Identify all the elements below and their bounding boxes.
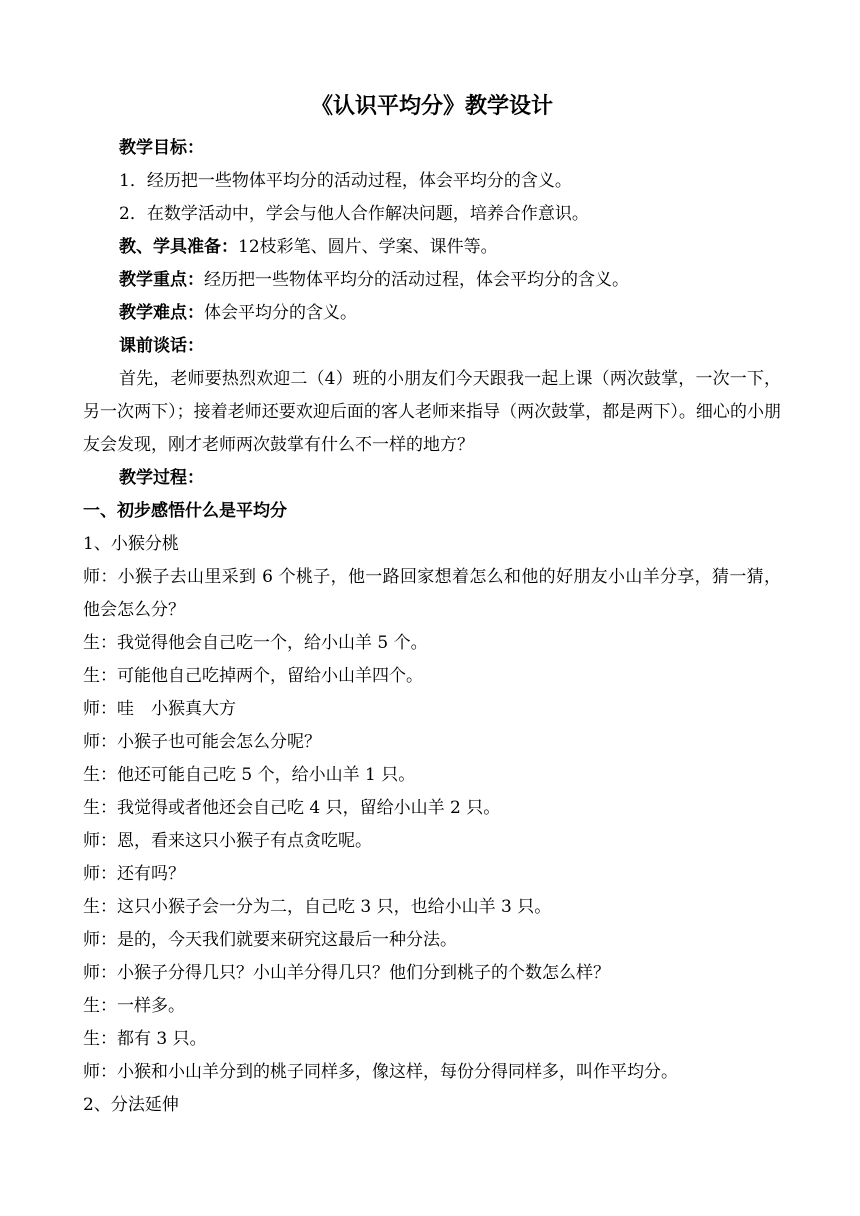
key-point-line — [83, 264, 781, 297]
materials-line — [83, 231, 781, 264]
key-point-label: 教学重点： — [119, 270, 204, 290]
dialogue-line: 生：一样多。 — [83, 996, 185, 1016]
difficulty-line — [83, 297, 781, 330]
subsection-2-heading: 2、分法延伸 — [83, 1095, 179, 1115]
pre-class-paragraph: 首先，老师要热烈欢迎二（4）班的小朋友们今天跟我一起上课（两次鼓掌，一次一下，另一次两下）；接着老师还要欢迎后面的客人老师来指导（两次鼓掌，都是两下）。细心的小朋友会发现，刚才老师两次鼓掌有什么不一样的地方？ — [83, 369, 781, 455]
subsection-1-heading: 1、小猴分桃 — [83, 534, 179, 554]
process-heading: 教学过程： — [119, 468, 204, 488]
difficulty-text: 体会平均分的含义。 — [204, 303, 357, 323]
dialogue-line: 生：我觉得或者他还会自己吃 4 只，留给小山羊 2 只。 — [83, 798, 501, 818]
dialogue-line: 师：小猴子去山里采到 6 个桃子，他一路回家想着怎么和他的好朋友小山羊分享，猜一猜，他会怎么分？ — [83, 567, 781, 620]
document-page — [83, 88, 781, 1122]
pre-class-heading: 课前谈话： — [119, 336, 204, 356]
dialogue-line: 师：哇 小猴真大方 — [83, 699, 236, 719]
dialogue-line: 师：还有吗？ — [83, 864, 185, 884]
dialogue-line: 生：我觉得他会自己吃一个，给小山羊 5 个。 — [83, 633, 428, 653]
dialogue-line: 师：恩，看来这只小猴子有点贪吃呢。 — [83, 831, 372, 851]
dialogue-line: 生：可能他自己吃掉两个，留给小山羊四个。 — [83, 666, 423, 686]
materials-label: 教、学具准备： — [119, 237, 238, 257]
dialogue-line: 师：小猴子分得几只？小山羊分得几只？他们分到桃子的个数怎么样？ — [83, 963, 610, 983]
section-1-heading: 一、初步感悟什么是平均分 — [83, 501, 287, 521]
document-title: 《认识平均分》教学设计 — [310, 93, 553, 119]
materials-text: 12枝彩笔、圆片、学案、课件等。 — [238, 237, 498, 257]
dialogue-line: 师：小猴和小山羊分到的桃子同样多，像这样，每份分得同样多，叫作平均分。 — [83, 1062, 678, 1082]
dialogue-line: 生：这只小猴子会一分为二，自己吃 3 只，也给小山羊 3 只。 — [83, 897, 552, 917]
dialogue-line: 师：是的，今天我们就要来研究这最后一种分法。 — [83, 930, 457, 950]
dialogue-line: 生：他还可能自己吃 5 个，给小山羊 1 只。 — [83, 765, 416, 785]
dialogue-line: 师：小猴子也可能会怎么分呢？ — [83, 732, 321, 752]
objective-2: 2．在数学活动中，学会与他人合作解决问题，培养合作意识。 — [119, 204, 589, 224]
key-point-text: 经历把一些物体平均分的活动过程，体会平均分的含义。 — [204, 270, 629, 290]
dialogue-line: 生：都有 3 只。 — [83, 1029, 207, 1049]
objectives-heading: 教学目标： — [119, 138, 204, 158]
difficulty-label: 教学难点： — [119, 303, 204, 323]
objective-1: 1．经历把一些物体平均分的活动过程，体会平均分的含义。 — [119, 171, 572, 191]
